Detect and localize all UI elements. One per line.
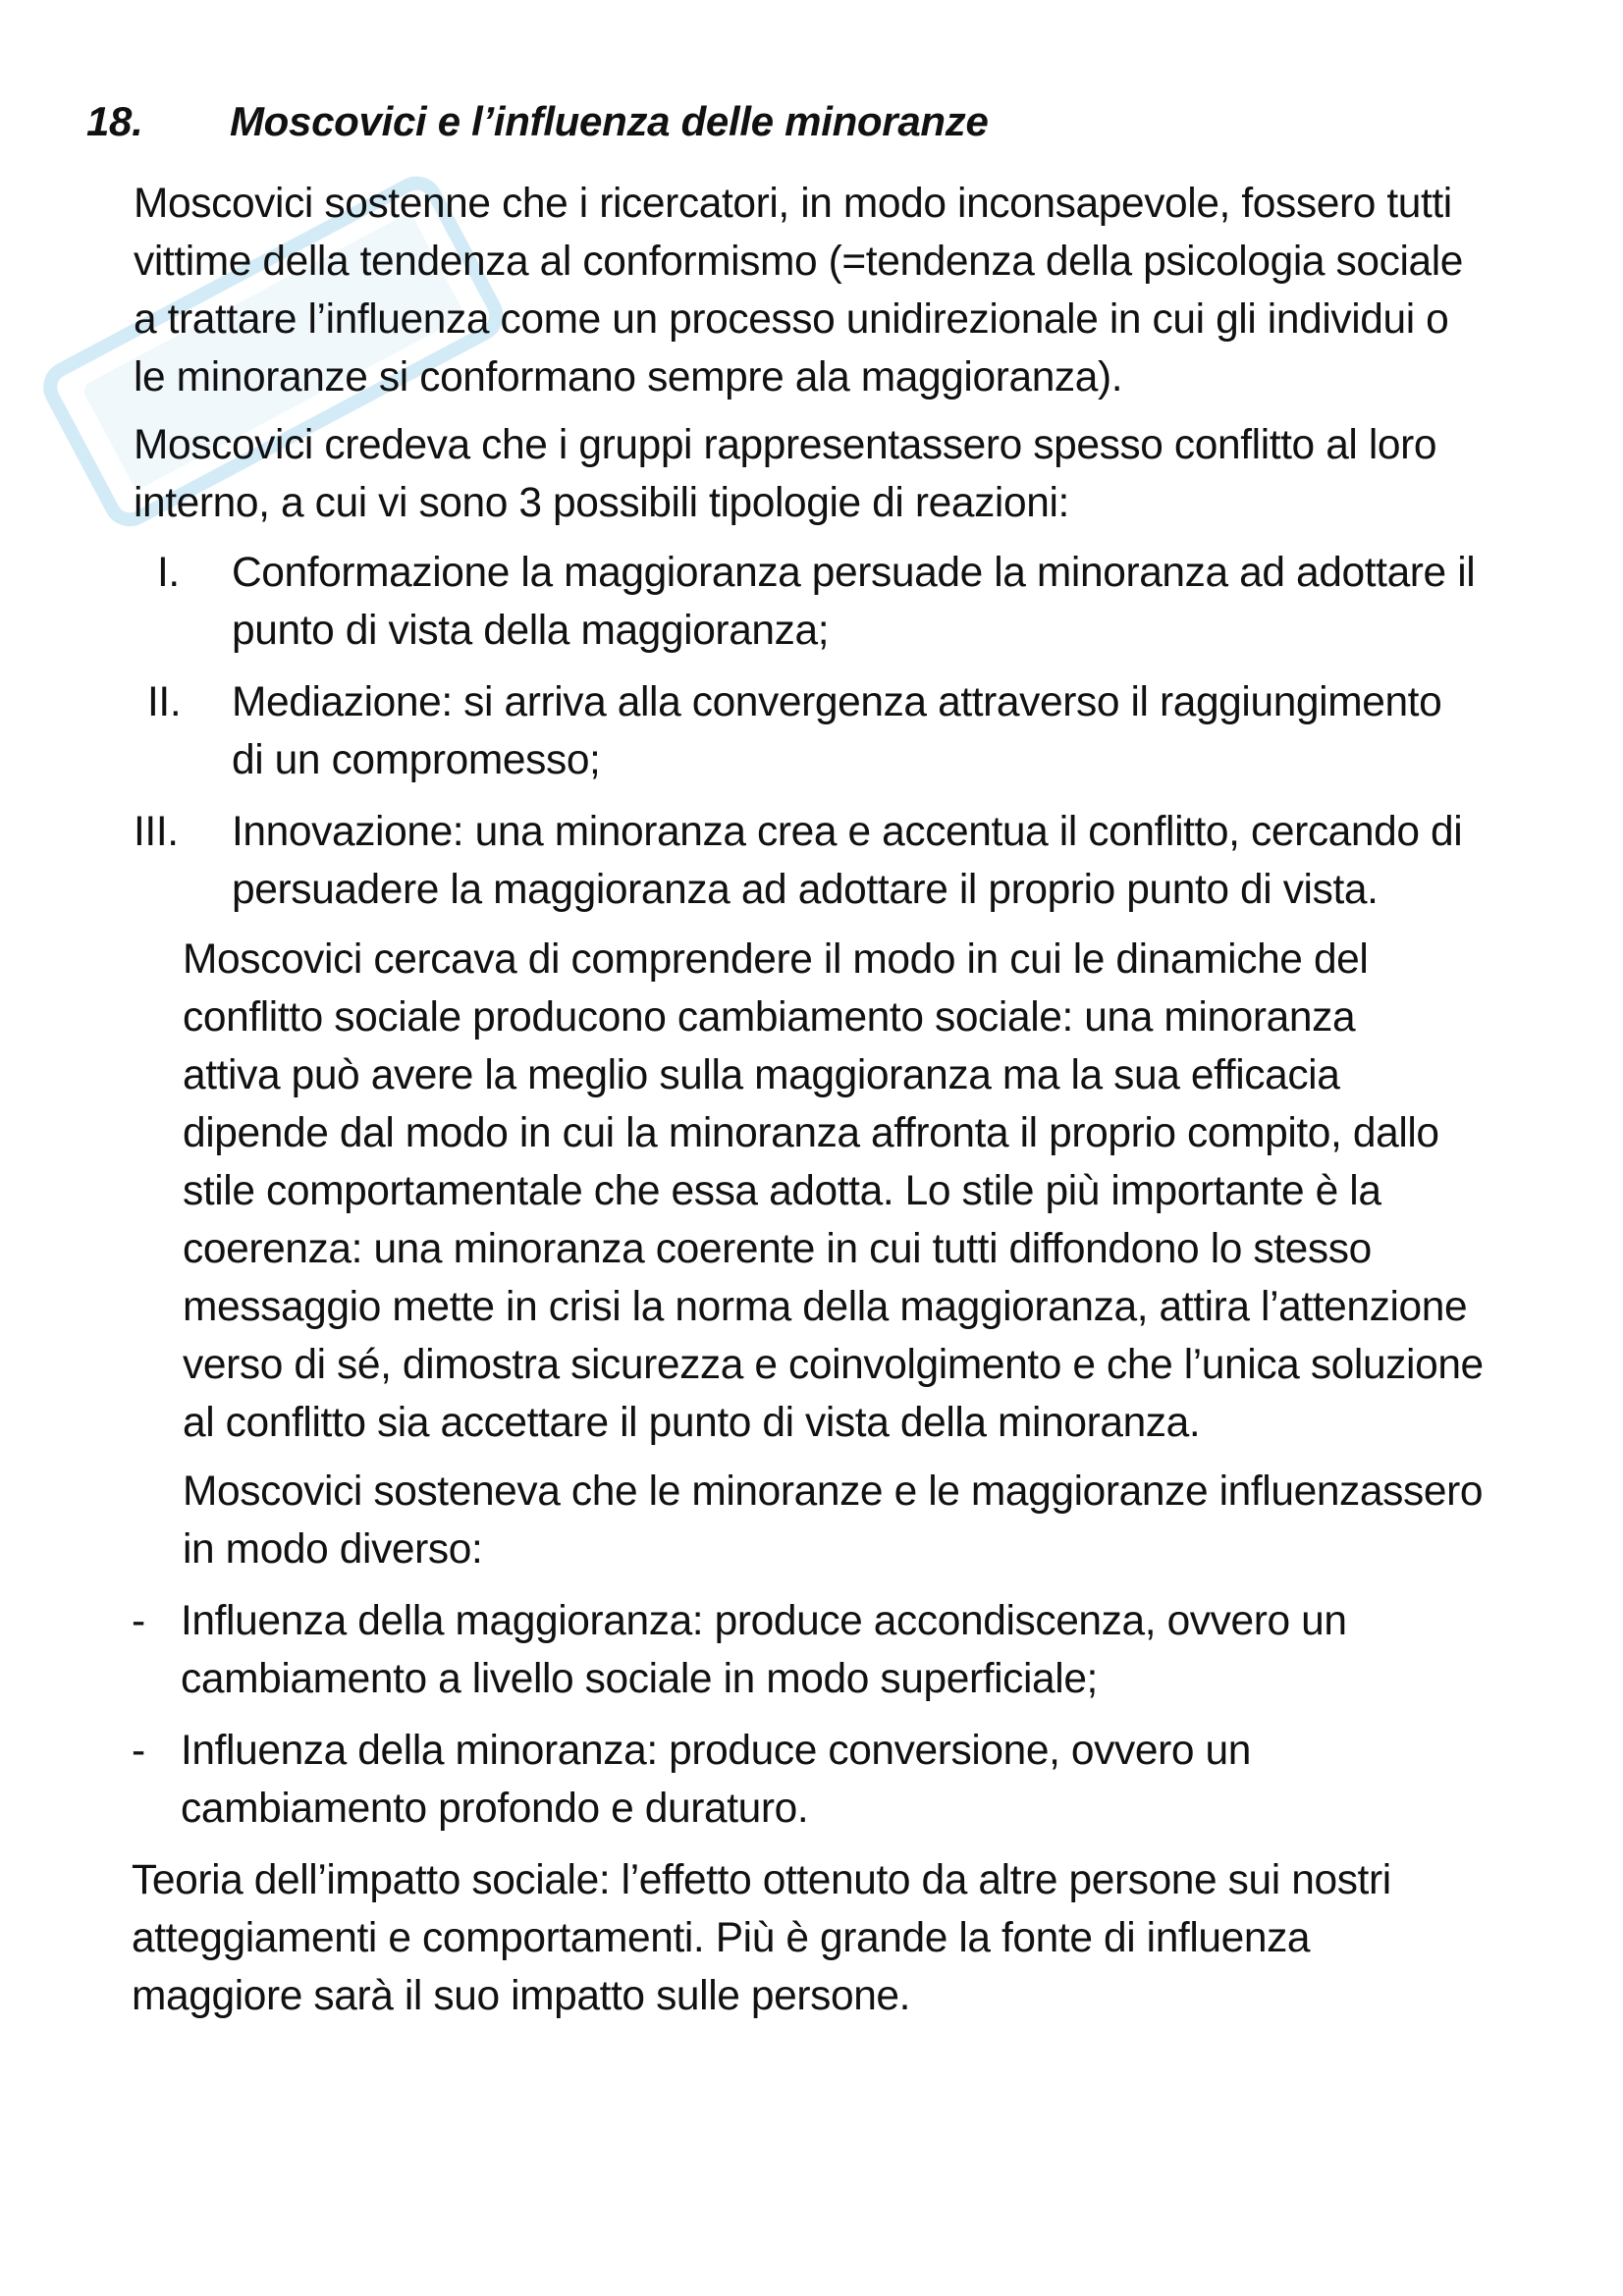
text-line: Innovazione: una minoranza crea e accentua il conflitto, cercando di <box>232 809 1463 855</box>
text-line: in modo diverso: <box>183 1526 483 1573</box>
paragraph-influence-types <box>183 1463 1567 1578</box>
text-line: conflitto sociale producono cambiamento sociale: una minoranza <box>183 994 1356 1041</box>
list-item-majority-influence <box>132 1592 1565 1710</box>
text-line: Conformazione la maggioranza persuade la minoranza ad adottare il <box>232 550 1476 596</box>
text-line: al conflitto sia accettare il punto di vista della minoranza. <box>183 1400 1201 1446</box>
text-line: Moscovici sosteneva che le minoranze e le maggioranze influenzassero <box>183 1468 1484 1515</box>
text-line: atteggiamenti e comportamenti. Più è grande la fonte di influenza <box>132 1915 1311 1961</box>
text-line: a trattare l’influenza come un processo unidirezionale in cui gli individui o <box>134 296 1449 343</box>
text-line: coerenza: una minoranza coerente in cui tutti diffondono lo stesso <box>183 1226 1372 1272</box>
text-line: stile comportamentale che essa adotta. Lo stile più importante è la <box>183 1168 1381 1214</box>
text-line: cambiamento profondo e duraturo. <box>181 1786 809 1832</box>
list-item-conformazione <box>134 544 1567 662</box>
paragraph-social-impact <box>132 1851 1555 2025</box>
text-line: dipende dal modo in cui la minoranza affronta il proprio compito, dallo <box>183 1110 1439 1156</box>
list-item-mediazione <box>134 673 1567 791</box>
list-item-innovazione <box>134 803 1567 921</box>
list-marker: I. <box>157 550 180 596</box>
text-line: verso di sé, dimostra sicurezza e coinvolgimento e che l’unica soluzione <box>183 1342 1484 1388</box>
text-line: maggiore sarà il suo impatto sulle persone. <box>132 1973 911 2019</box>
section-heading <box>86 98 989 145</box>
text-line: Teoria dell’impatto sociale: l’effetto ottenuto da altre persone sui nostri <box>132 1857 1391 1903</box>
text-line: interno, a cui vi sono 3 possibili tipologie di reazioni: <box>134 480 1069 526</box>
paragraph-conflict <box>134 416 1557 532</box>
text-line: Moscovici credeva che i gruppi rappresentassero spesso conflitto al loro <box>134 422 1437 468</box>
text-line: attiva può avere la meglio sulla maggioranza ma la sua efficacia <box>183 1052 1340 1098</box>
text-line: le minoranze si conformano sempre ala maggioranza). <box>134 354 1123 400</box>
text-line: di un compromesso; <box>232 737 601 783</box>
text-line: Mediazione: si arriva alla convergenza attraverso il raggiungimento <box>232 679 1442 725</box>
text-line: punto di vista della maggioranza; <box>232 608 830 654</box>
list-marker: - <box>132 1598 145 1644</box>
section-title: Moscovici e l’influenza delle minoranze <box>230 98 989 144</box>
paragraph-dynamics <box>183 931 1567 1452</box>
text-line: cambiamento a livello sociale in modo superficiale; <box>181 1656 1098 1702</box>
section-number: 18. <box>86 98 143 144</box>
text-line: Moscovici sostenne che i ricercatori, in modo inconsapevole, fossero tutti <box>134 181 1452 227</box>
list-marker: III. <box>134 809 179 855</box>
text-line: vittime della tendenza al conformismo (=tendenza della psicologia sociale <box>134 239 1464 285</box>
text-line: persuadere la maggioranza ad adottare il proprio punto di vista. <box>232 867 1379 913</box>
list-marker: - <box>132 1728 145 1774</box>
paragraph-intro <box>134 175 1557 406</box>
text-line: Influenza della minoranza: produce conversione, ovvero un <box>181 1728 1251 1774</box>
text-line: Moscovici cercava di comprendere il modo in cui le dinamiche del <box>183 936 1369 983</box>
text-line: Influenza della maggioranza: produce accondiscenza, ovvero un <box>181 1598 1347 1644</box>
list-item-minority-influence <box>132 1722 1565 1840</box>
text-line: messaggio mette in crisi la norma della maggioranza, attira l’attenzione <box>183 1284 1468 1330</box>
list-marker: II. <box>147 679 182 725</box>
